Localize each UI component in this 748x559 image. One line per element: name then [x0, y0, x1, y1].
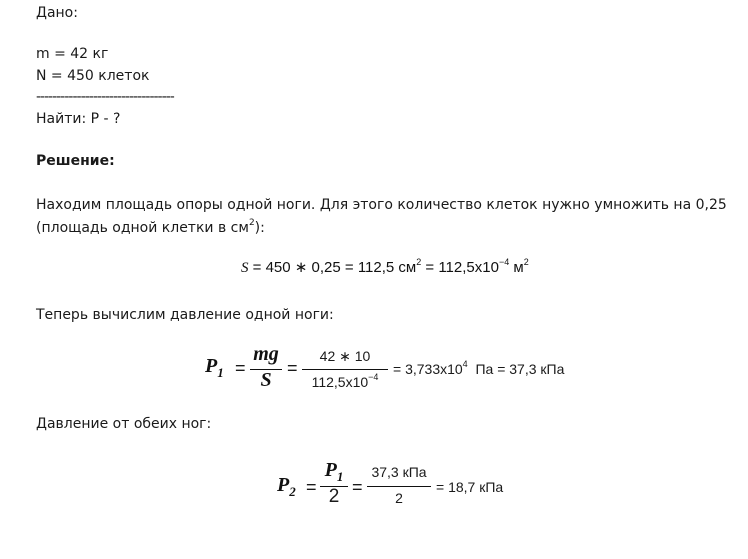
eq3-result: = 18,7 кПа [436, 479, 504, 495]
para1-line2-suffix: ): [254, 220, 265, 236]
eq2-frac2-den-sup: −4 [368, 372, 379, 382]
eq1-mid2: = 112,5x10 [421, 259, 499, 276]
eq2-frac2-den-base: 112,5x10 [311, 374, 369, 390]
eq1-sup1: 2 [416, 257, 422, 267]
separator: ---------------------------------- [36, 89, 174, 105]
eq3-frac1-num [320, 459, 348, 482]
para1-line1: Находим площадь опоры одной ноги. Для этого количество клеток нужно умножить на 0,25 [36, 197, 727, 213]
given-cells: N = 450 клеток [36, 68, 150, 84]
eq3-frac1-num-sub: 1 [336, 469, 344, 484]
eq2-lhs [205, 355, 224, 378]
solution-heading: Решение: [36, 153, 115, 169]
para3: Давление от обеих ног: [36, 416, 212, 432]
eq2-result [393, 361, 564, 377]
eq1-lhs: S [241, 260, 249, 276]
find-line: Найти: P - ? [36, 111, 121, 127]
eq3-frac2-bar [367, 486, 431, 487]
eq2-frac2-num: 42 ∗ 10 [319, 348, 371, 364]
eq3-frac2-num: 37,3 кПа [371, 464, 427, 480]
eq1-sup2: −4 [498, 257, 510, 267]
eq2-eq-sign-1: = [235, 358, 246, 378]
para1-line2-sup: 2 [248, 218, 255, 228]
eq3-eq-sign-2: = [352, 477, 363, 497]
eq2-frac1-num: mg [253, 343, 279, 365]
eq3-eq-sign-1: = [306, 477, 317, 497]
eq1-sup3: 2 [523, 257, 529, 267]
eq3-frac2-den: 2 [395, 490, 403, 506]
eq2-frac2-den [302, 374, 388, 390]
eq2-result-tail: Па = 37,3 кПа [467, 361, 565, 377]
eq2-frac2-bar [302, 369, 388, 370]
eq1-mid: = 450 ∗ 0,25 = 112,5 см [248, 259, 417, 276]
eq2-frac1-den: S [260, 369, 272, 391]
eq2-result-sup: 4 [462, 359, 468, 369]
eq2-lhs-sub: 1 [217, 365, 224, 380]
eq3-lhs-sub: 2 [289, 484, 296, 499]
eq2-lhs-var: P [205, 355, 218, 377]
eq2-eq-sign-2: = [287, 358, 298, 378]
para2: Теперь вычислим давление одной ноги: [36, 307, 334, 323]
eq3-lhs [277, 474, 296, 497]
eq1-unit: м [509, 259, 524, 276]
equation-area [241, 258, 529, 277]
eq2-result-base: = 3,733x10 [393, 361, 463, 377]
para1-line2-prefix: (площадь одной клетки в см [36, 220, 249, 236]
para1-line2 [36, 219, 265, 237]
eq3-frac1-den: 2 [328, 486, 340, 507]
given-mass: m = 42 кг [36, 46, 109, 62]
eq3-frac1-num-var: P [324, 459, 337, 481]
eq3-lhs-var: P [277, 474, 290, 496]
given-heading: Дано: [36, 5, 78, 21]
